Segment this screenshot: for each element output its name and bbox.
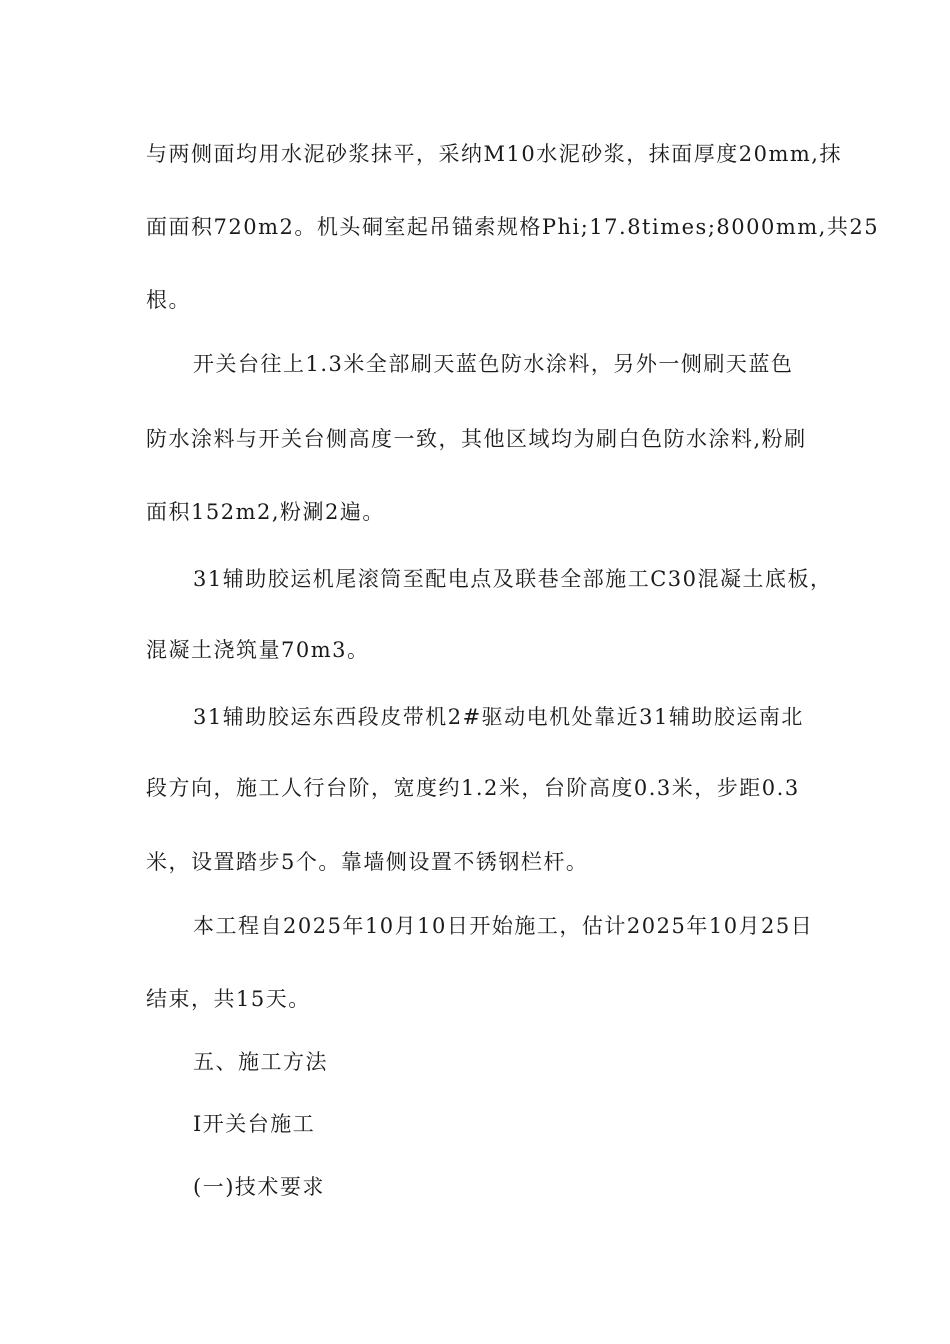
- text-line-2: 面面积720m2。机头硐室起吊锚索规格Phi;17.8times;8000mm,共25: [146, 215, 880, 239]
- text-line-9: 31辅助胶运东西段皮带机2#驱动电机处靠近31辅助胶运南北: [193, 705, 804, 729]
- text-line-12: 本工程自2025年10月10日开始施工，估计2025年10月25日: [193, 914, 814, 938]
- text-line-4: 开关台往上1.3米全部刷天蓝色防水涂料，另外一侧刷天蓝色: [193, 352, 794, 376]
- text-line-1: 与两侧面均用水泥砂浆抹平，采纳M10水泥砂浆，抹面厚度20mm,抹: [146, 142, 842, 166]
- subsection-heading: Ⅰ开关台施工: [193, 1112, 316, 1136]
- text-line-5: 防水涂料与开关台侧高度一致，其他区域均为刷白色防水涂料,粉刷: [146, 427, 807, 451]
- text-line-8: 混凝土浇筑量70m3。: [146, 638, 370, 662]
- subsubsection-heading: (一)技术要求: [193, 1175, 325, 1199]
- text-line-10: 段方向，施工人行台阶，宽度约1.2米，台阶高度0.3米，步距0.3: [146, 776, 800, 800]
- text-line-7: 31辅助胶运机尾滚筒至配电点及联巷全部施工C30混凝土底板，: [193, 567, 833, 591]
- text-line-13: 结束，共15天。: [146, 987, 311, 1011]
- text-line-11: 米，设置踏步5个。靠墙侧设置不锈钢栏杆。: [146, 850, 589, 874]
- section-heading: 五、施工方法: [193, 1050, 328, 1074]
- text-line-3: 根。: [146, 288, 191, 312]
- text-line-6: 面积152m2,粉涮2遍。: [146, 500, 385, 524]
